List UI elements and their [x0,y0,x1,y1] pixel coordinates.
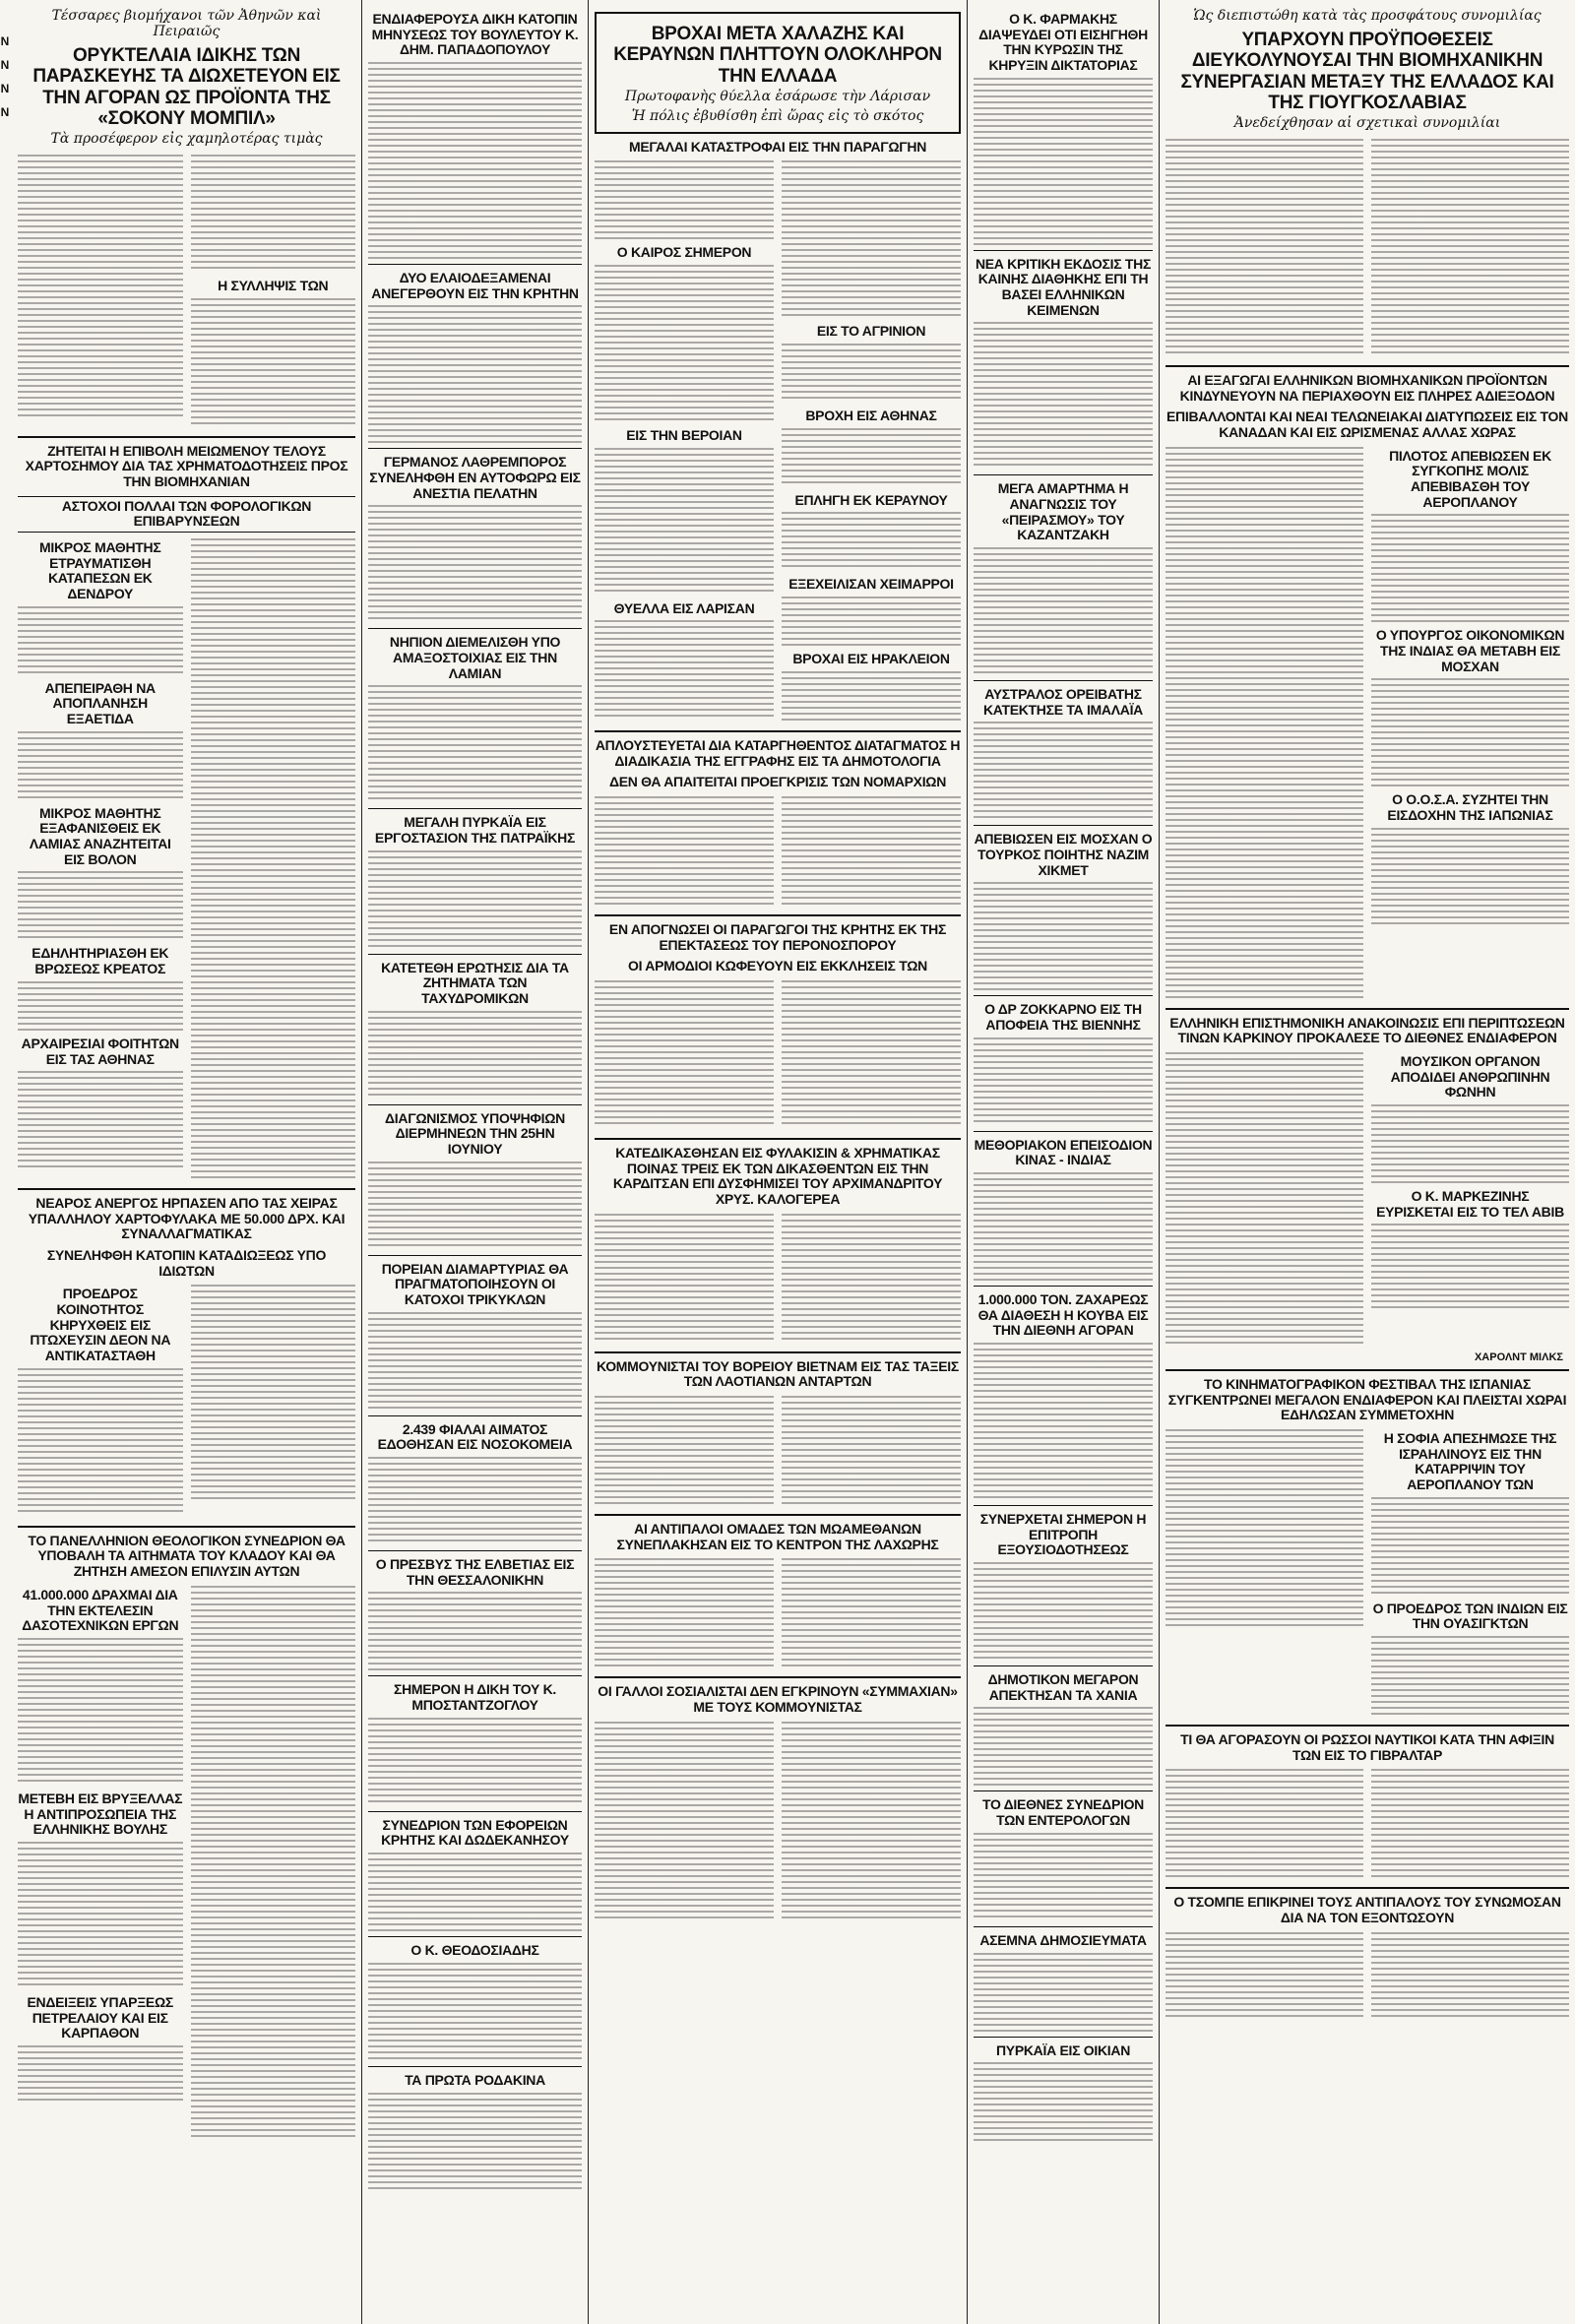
headline: ΑΙ ΕΞΑΓΩΓΑΙ ΕΛΛΗΝΙΚΩΝ ΒΙΟΜΗΧΑΝΙΚΩΝ ΠΡΟΪΟΝΤΩΝ ΚΙΝΔΥΝΕΥΟΥΝ ΝΑ ΠΕΡΙΑΧΘΟΥΝ ΕΙΣ ΠΛΗΡΕΣ ΑΔΙΕΞΟΔΟΝ [1179,372,1555,404]
section-heading: ΕΞΕΧΕΙΛΙΣΑΝ ΧΕΙΜΑΡΡΟΙ [788,576,954,593]
headline: ΝΗΠΙΟΝ ΔΙΕΜΕΛΙΣΘΗ ΥΠΟ ΑΜΑΞΟΣΤΟΙΧΙΑΣ ΕΙΣ ΤΗΝ ΛΑΜΙΑΝ [389,634,561,681]
article-text [974,722,1153,820]
kicker: Τέσσαρες βιομήχανοι τῶν Ἀθηνῶν καὶ Πειραιῶς [51,8,322,39]
subheadline: ΑΣΤΟΧΟΙ ΠΟΛΛΑΙ ΤΩΝ ΦΟΡΟΛΟΓΙΚΩΝ ΕΠΙΒΑΡΥΝΣΕΩΝ [18,496,355,533]
article-text [974,1833,1153,1921]
headline: ΑΠΕΒΙΩΣΕΝ ΕΙΣ ΜΟΣΧΑΝ Ο ΤΟΥΡΚΟΣ ΠΟΙΗΤΗΣ ΝΑΖΙΜ ΧΙΚΜΕΤ [974,831,1153,878]
headline: ΕΝΔΙΑΦΕΡΟΥΣΑ ΔΙΚΗ ΚΑΤΟΠΙΝ ΜΗΝΥΣΕΩΣ ΤΟΥ ΒΟΥΛΕΥΤΟΥ Κ. ΔΗΜ. ΠΑΠΑΔΟΠΟΥΛΟΥ [371,11,579,58]
subheadline: ΔΕΝ ΘΑ ΑΠΑΙΤΕΙΤΑΙ ΠΡΟΕΓΚΡΙΣΙΣ ΤΩΝ ΝΟΜΑΡΧΙΩΝ [608,774,947,790]
article-text [368,1718,582,1806]
article-text [18,606,183,675]
section-heading: ΕΙΣ ΤΟ ΑΓΡΙΝΙΟΝ [816,323,926,340]
subheadline: ΣΥΝΕΛΗΦΘΗ ΚΑΤΟΠΙΝ ΚΑΤΑΔΙΩΞΕΩΣ ΥΠΟ ΙΔΙΩΤΩΝ [46,1247,327,1279]
headline: ΜΟΥΣΙΚΟΝ ΟΡΓΑΝΟΝ ΑΠΟΔΙΔΕΙ ΑΝΘΡΩΠΙΝΗΝ ΦΩΝΗΝ [1390,1053,1550,1100]
article-text [18,1638,183,1786]
article-text [782,1558,961,1666]
headline: ΤΙ ΘΑ ΑΓΟΡΑΣΟΥΝ ΟΙ ΡΩΣΣΟΙ ΝΑΥΤΙΚΟΙ ΚΑΤΑ ΤΗΝ ΑΦΙΞΙΝ ΤΩΝ ΕΙΣ ΤΟ ΓΙΒΡΑΛΤΑΡ [1180,1731,1554,1763]
subheadline: Ἀνεδείχθησαν αἱ σχετικαὶ συνομιλίαι [1233,115,1501,132]
article-text [18,871,183,940]
article-text [782,512,961,571]
article-text [974,1953,1153,2032]
article-text [782,1214,961,1342]
byline: ΧΑΡΟΛΝΤ ΜΙΛΚΣ [1474,1351,1563,1364]
lead-headline: ΥΠΑΡΧΟΥΝ ΠΡΟΫΠΟΘΕΣΕΙΣ ΔΙΕΥΚΟΛΥΝΟΥΣΑΙ ΤΗΝ ΒΙΟΜΗΧΑΝΙΚΗΝ ΣΥΝΕΡΓΑΣΙΑΝ ΜΕΤΑΞΥ ΤΗΣ ΕΛΛΑΔΟΣ ΚΑΙ ΤΗΣ ΓΙΟΥΓΚΟΣΛΑΒΙΑΣ [1180,30,1554,113]
article-text [595,1558,774,1666]
article-text [1166,447,1363,998]
article-text [1371,1224,1569,1312]
article-text [191,1586,356,2137]
article-text [1371,1636,1569,1715]
headline: ΜΕΓΑΛΑΙ ΚΑΤΑΣΤΡΟΦΑΙ ΕΙΣ ΤΗΝ ΠΑΡΑΓΩΓΗΝ [628,138,927,155]
headline: Ο Κ. ΦΑΡΜΑΚΗΣ ΔΙΑΨΕΥΔΕΙ ΟΤΙ ΕΙΣΗΓΗΘΗ ΤΗΝ ΚΥΡΩΣΙΝ ΤΗΣ ΚΗΡΥΞΙΝ ΔΙΚΤΑΤΟΡΙΑΣ [978,11,1148,74]
article-text [368,1457,582,1545]
article-text [368,505,582,623]
headline: ΚΑΤΕΤΕΘΗ ΕΡΩΤΗΣΙΣ ΔΙΑ ΤΑ ΖΗΤΗΜΑΤΑ ΤΩΝ ΤΑΧΥΔΡΟΜΙΚΩΝ [381,959,569,1007]
headline: ΖΗΤΕΙΤΑΙ Η ΕΠΙΒΟΛΗ ΜΕΙΩΜΕΝΟΥ ΤΕΛΟΥΣ ΧΑΡΤΟΣΗΜΟΥ ΔΙΑ ΤΑΣ ΧΡΗΜΑΤΟΔΟΤΗΣΕΙΣ ΠΡΟΣ ΤΗΝ ΒΙΟΜΗΧΑΝΙΑΝ [25,442,348,490]
headline: ΝΕΑ ΚΡΙΤΙΚΗ ΕΚΔΟΣΙΣ ΤΗΣ ΚΑΙΝΗΣ ΔΙΑΘΗΚΗΣ ΕΠΙ ΤΗ ΒΑΣΕΙ ΕΛΛΗΝΙΚΩΝ ΚΕΙΜΕΝΩΝ [975,255,1152,318]
headline: ΚΑΤΕΔΙΚΑΣΘΗΣΑΝ ΕΙΣ ΦΥΛΑΚΙΣΙΝ & ΧΡΗΜΑΤΙΚΑΣ ΠΟΙΝΑΣ ΤΡΕΙΣ ΕΚ ΤΩΝ ΔΙΚΑΣΘΕΝΤΩΝ ΕΙΣ ΤΗΝ ΚΑΡΔΙΤΣΑΝ ΕΠΙ ΔΥΣΦΗΜΙΣΕΙ ΤΟΥ ΑΡΧΙΜΑΝΔΡΙΤΟΥ ΧΡΥΣ. ΚΑΛΟΓΕΡΕΑ [612,1144,943,1207]
article-text [1166,139,1363,355]
article-text [782,1722,961,1918]
headline: 2.439 ΦΙΑΛΑΙ ΑΙΜΑΤΟΣ ΕΔΟΘΗΣΑΝ ΕΙΣ ΝΟΣΟΚΟΜΕΙΑ [377,1420,573,1453]
article-text [782,597,961,646]
article-text [974,1172,1153,1281]
section-heading: Η ΣΥΛΛΗΨΙΣ ΤΩΝ [218,278,329,294]
headline: ΕΔΗΛΗΤΗΡΙΑΣΘΗ ΕΚ ΒΡΩΣΕΩΣ ΚΡΕΑΤΟΣ [32,945,169,977]
article-text [595,160,774,239]
headline: ΣΥΝΕΔΡΙΟΝ ΤΩΝ ΕΦΟΡΕΙΩΝ ΚΡΗΤΗΣ ΚΑΙ ΔΩΔΕΚΑΝΗΣΟΥ [381,1816,569,1849]
article-text [595,620,774,719]
article-text [782,980,961,1128]
article-text [18,2045,183,2104]
article-text [1371,678,1569,786]
headline: ΟΙ ΓΑΛΛΟΙ ΣΟΣΙΑΛΙΣΤΑΙ ΔΕΝ ΕΓΚΡΙΝΟΥΝ «ΣΥΜΜΑΧΙΑΝ» ΜΕ ΤΟΥΣ ΚΟΜΜΟΥΝΙΣΤΑΣ [598,1683,958,1715]
headline: ΜΕΓΑΛΗ ΠΥΡΚΑΪΑ ΕΙΣ ΕΡΓΟΣΤΑΣΙΟΝ ΤΗΣ ΠΑΤΡΑΪΚΗΣ [374,814,576,847]
headline: Ο ΠΡΟΕΔΡΟΣ ΤΩΝ ΙΝΔΙΩΝ ΕΙΣ ΤΗΝ ΟΥΑΣΙΓΚΤΩΝ [1372,1600,1568,1632]
headline: 41.000.000 ΔΡΑΧΜΑΙ ΔΙΑ ΤΗΝ ΕΚΤΕΛΕΣΙΝ ΔΑΣΟΤΕΧΝΙΚΩΝ ΕΡΓΩΝ [22,1586,179,1634]
article-text [974,2062,1153,2141]
section-heading: ΕΙΣ ΤΗΝ ΒΕΡΟΙΑΝ [626,427,742,444]
article-text [368,1592,582,1670]
headline: ΣΗΜΕΡΟΝ Η ΔΙΚΗ ΤΟΥ Κ. ΜΠΟΣΤΑΝΤΖΟΓΛΟΥ [393,1681,556,1714]
headline: ΤΟ ΠΑΝΕΛΛΗΝΙΟΝ ΘΕΟΛΟΓΙΚΟΝ ΣΥΝΕΔΡΙΟΝ ΘΑ ΥΠΟΒΑΛΗ ΤΑ ΑΙΤΗΜΑΤΑ ΤΟΥ ΚΛΑΔΟΥ ΚΑΙ ΘΑ ΖΗΤΗΣΗ ΑΜΕΣΟΝ ΕΠΙΛΥΣΙΝ ΑΥΤΩΝ [28,1532,346,1580]
headline: ΜΕΓΑ ΑΜΑΡΤΗΜΑ Η ΑΝΑΓΝΩΣΙΣ ΤΟΥ «ΠΕΙΡΑΣΜΟΥ» ΤΟΥ ΚΑΖΑΝΤΖΑΚΗ [997,480,1129,543]
headline: ΑΡΧΑΙΡΕΣΙΑΙ ΦΟΙΤΗΤΩΝ ΕΙΣ ΤΑΣ ΑΘΗΝΑΣ [21,1035,179,1067]
kicker: Ὡς διεπιστώθη κατὰ τὰς προσφάτους συνομιλίας [1193,8,1542,24]
headline: ΠΟΡΕΙΑΝ ΔΙΑΜΑΡΤΥΡΙΑΣ ΘΑ ΠΡΑΓΜΑΤΟΠΟΙΗΣΟΥΝ ΟΙ ΚΑΤΟΧΟΙ ΤΡΙΚΥΚΛΩΝ [381,1260,569,1308]
article-text [1166,1932,1363,2021]
article-text [974,1707,1153,1786]
article-text [1371,1104,1569,1183]
article-text [1371,1497,1569,1596]
left-edge-letters: N N N N [0,34,10,119]
headline: ΠΡΟΕΔΡΟΣ ΚΟΙΝΟΤΗΤΟΣ ΚΗΡΥΧΘΕΙΣ ΕΙΣ ΠΤΩΧΕΥΣΙΝ ΔΕΟΝ ΝΑ ΑΝΤΙΚΑΤΑΣΤΑΘΗ [30,1286,171,1364]
article-text [191,298,356,426]
headline: ΔΙΑΓΩΝΙΣΜΟΣ ΥΠΟΨΗΦΙΩΝ ΔΙΕΡΜΗΝΕΩΝ ΤΗΝ 25ΗΝ ΙΟΥΝΙΟΥ [385,1109,565,1158]
article-text [782,428,961,487]
article-text [1371,1932,1569,2021]
article-text [368,305,582,443]
article-text [782,1396,961,1504]
headline: ΜΕΘΟΡΙΑΚΟΝ ΕΠΕΙΣΟΔΙΟΝ ΚΙΝΑΣ - ΙΝΔΙΑΣ [974,1136,1153,1168]
article-text [191,538,356,1178]
article-text [18,155,183,420]
headline: ΕΛΛΗΝΙΚΗ ΕΠΙΣΤΗΜΟΝΙΚΗ ΑΝΑΚΟΙΝΩΣΙΣ ΕΠΙ ΠΕΡΙΠΤΩΣΕΩΝ ΤΙΝΩΝ ΚΑΡΚΙΝΟΥ ΠΡΟΚΑΛΕΣΕ ΤΟ ΔΙΕΘΝΕΣ ΕΝΔΙΑΦΕΡΟΝ [1169,1014,1565,1046]
article-text [368,62,582,259]
headline: ΑΣΕΜΝΑ ΔΗΜΟΣΙΕΥΜΑΤΑ [979,1931,1147,1948]
article-text [1166,1052,1363,1348]
subheadline: Ἡ πόλις ἐβυθίσθη ἐπὶ ὥρας εἰς τὸ σκότος [631,107,924,124]
article-text [368,1853,582,1931]
article-text [368,1963,582,2061]
headline: ΜΕΤΕΒΗ ΕΙΣ ΒΡΥΞΕΛΛΑΣ Η ΑΝΤΙΠΡΟΣΩΠΕΙΑ ΤΗΣ ΕΛΛΗΝΙΚΗΣ ΒΟΥΛΗΣ [18,1790,183,1838]
headline: ΕΝ ΑΠΟΓΝΩΣΕΙ ΟΙ ΠΑΡΑΓΩΓΟΙ ΤΗΣ ΚΡΗΤΗΣ ΕΚ ΤΗΣ ΕΠΕΚΤΑΣΕΩΣ ΤΟΥ ΠΕΡΟΝΟΣΠΟΡΟΥ [608,920,947,953]
article-text [368,2093,582,2191]
article-text [974,882,1153,990]
section-heading: ΒΡΟΧΗ ΕΙΣ ΑΘΗΝΑΣ [805,408,937,424]
article-text [368,1162,582,1250]
article-text [18,1368,183,1516]
column-2 [361,0,588,2324]
headline: Ο ΠΡΕΣΒΥΣ ΤΗΣ ΕΛΒΕΤΙΑΣ ΕΙΣ ΤΗΝ ΘΕΣΣΑΛΟΝΙΚΗΝ [375,1556,575,1588]
article-text [782,160,961,318]
headline: ΝΕΑΡΟΣ ΑΝΕΡΓΟΣ ΗΡΠΑΣΕΝ ΑΠΟ ΤΑΣ ΧΕΙΡΑΣ ΥΠΑΛΛΗΛΟΥ ΧΑΡΤΟΦΥΛΑΚΑ ΜΕ 50.000 ΔΡΧ. ΚΑΙ ΣΥΝΑΛΛΑΓΜΑΤΙΚΑΣ [28,1195,346,1242]
headline: Ο ΥΠΟΥΡΓΟΣ ΟΙΚΟΝΟΜΙΚΩΝ ΤΗΣ ΙΝΔΙΑΣ ΘΑ ΜΕΤΑΒΗ ΕΙΣ ΜΟΣΧΑΝ [1375,627,1565,674]
column-5 [1159,0,1575,2324]
article-text [368,1011,582,1099]
headline: ΑΥΣΤΡΑΛΟΣ ΟΡΕΙΒΑΤΗΣ ΚΑΤΕΚΤΗΣΕ ΤΑ ΙΜΑΛΑΪΑ [983,686,1143,718]
headline: ΤΟ ΔΙΕΘΝΕΣ ΣΥΝΕΔΡΙΟΝ ΤΩΝ ΕΝΤΕΡΟΛΟΓΩΝ [982,1796,1144,1829]
headline: ΔΥΟ ΕΛΑΙΟΔΕΞΑΜΕΝΑΙ ΑΝΕΓΕΡΘΟΥΝ ΕΙΣ ΤΗΝ ΚΡΗΤΗΝ [371,270,579,301]
article-text [974,1562,1153,1661]
article-text [191,155,356,273]
headline: ΔΗΜΟΤΙΚΟΝ ΜΕΓΑΡΟΝ ΑΠΕΚΤΗΣΑΝ ΤΑ ΧΑΝΙΑ [987,1671,1139,1703]
lead-headline: ΟΡΥΚΤΕΛΑΙΑ ΙΔΙΚΗΣ ΤΩΝ ΠΑΡΑΣΚΕΥΗΣ ΤΑ ΔΙΩΧΕΤΕΥΟΝ ΕΙΣ ΤΗΝ ΑΓΟΡΑΝ ΩΣ ΠΡΟΪΟΝΤΑ ΤΗΣ «ΣΟΚΟΝΥ ΜΟΜΠΙΛ» [32,45,341,129]
article-text [595,265,774,422]
article-text [1166,1769,1363,1877]
section-heading: Ο ΚΑΙΡΟΣ ΣΗΜΕΡΟΝ [616,244,752,261]
lead-subheadline: Τὰ προσέφερον εἰς χαμηλοτέρας τιμὰς [50,131,323,148]
headline: ΤΟ ΚΙΝΗΜΑΤΟΓΡΑΦΙΚΟΝ ΦΕΣΤΙΒΑΛ ΤΗΣ ΙΣΠΑΝΙΑΣ ΣΥΓΚΕΝΤΡΩΝΕΙ ΜΕΓΑΛΟΝ ΕΝΔΙΑΦΕΡΟΝ ΚΑΙ ΠΛΕΙΣΤΑΙ ΧΩΡΑΙ ΕΔΗΛΩΣΑΝ ΣΥΜΜΕΤΟΧΗΝ [1167,1376,1567,1423]
article-text [1371,1769,1569,1877]
article-text [595,448,774,596]
headline: ΑΙ ΑΝΤΙΠΑΛΟΙ ΟΜΑΔΕΣ ΤΩΝ ΜΩΑΜΕΘΑΝΩΝ ΣΥΝΕΠΛΑΚΗΣΑΝ ΕΙΣ ΤΟ ΚΕΝΤΡΟΝ ΤΗΣ ΛΑΧΩΡΗΣ [616,1520,939,1552]
column-3 [588,0,967,2324]
article-text [595,796,774,905]
article-text [974,322,1153,470]
headline: Η ΣΟΦΙΑ ΑΠΕΣΗΜΩΣΕ ΤΗΣ ΙΣΡΑΗΛΙΝΟΥΣ ΕΙΣ ΤΗΝ ΚΑΤΑΡΡΙΨΙΝ ΤΟΥ ΑΕΡΟΠΛΑΝΟΥ ΤΩΝ [1383,1430,1557,1493]
article-text [974,1343,1153,1500]
lead-headline: ΒΡΟΧΑΙ ΜΕΤΑ ΧΑΛΑΖΗΣ ΚΑΙ ΚΕΡΑΥΝΩΝ ΠΛΗΤΤΟΥΝ ΟΛΟΚΛΗΡΟΝ ΤΗΝ ΕΛΛΑΔΑ [613,24,942,87]
headline: ΕΝΔΕΙΞΕΙΣ ΥΠΑΡΞΕΩΣ ΠΕΤΡΕΛΑΙΟΥ ΚΑΙ ΕΙΣ ΚΑΡΠΑΘΟΝ [27,1993,173,2041]
headline: ΚΟΜΜΟΥΝΙΣΤΑΙ ΤΟΥ ΒΟΡΕΙΟΥ ΒΙΕΤΝΑΜ ΕΙΣ ΤΑΣ ΤΑΞΕΙΣ ΤΩΝ ΛΑΟΤΙΑΝΩΝ ΑΝΤΑΡΤΩΝ [597,1357,959,1390]
section-heading: ΘΥΕΛΛΑ ΕΙΣ ΛΑΡΙΣΑΝ [613,599,755,616]
article-text [1166,1429,1363,1626]
article-text [974,1037,1153,1126]
subheadline: Πρωτοφανὴς θύελλα ἐσάρωσε τὴν Λάρισαν [624,88,931,104]
headline: ΠΙΛΟΤΟΣ ΑΠΕΒΙΩΣΕΝ ΕΚ ΣΥΓΚΟΠΗΣ ΜΟΛΙΣ ΑΠΕΒΙΒΑΣΘΗ ΤΟΥ ΑΕΡΟΠΛΑΝΟΥ [1389,447,1551,510]
article-text [18,731,183,800]
article-text [1371,139,1569,355]
headline: ΑΠΛΟΥΣΤΕΥΕΤΑΙ ΔΙΑ ΚΑΤΑΡΓΗΘΕΝΤΟΣ ΔΙΑΤΑΓΜΑΤΟΣ Η ΔΙΑΔΙΚΑΣΙΑ ΤΗΣ ΕΓΓΡΑΦΗΣ ΕΙΣ ΤΑ ΔΗΜΟΤΟΛΟΓΙΑ [595,736,961,769]
section-heading: ΕΠΛΗΓΗ ΕΚ ΚΕΡΑΥΝΟΥ [794,491,948,508]
article-text [782,344,961,403]
headline: ΠΥΡΚΑΪΑ ΕΙΣ ΟΙΚΙΑΝ [995,2041,1130,2058]
headline: ΑΠΕΠΕΙΡΑΘΗ ΝΑ ΑΠΟΠΛΑΝΗΣΗ ΕΞΑΕΤΙΔΑ [44,679,156,727]
headline: ΓΕΡΜΑΝΟΣ ΛΑΘΡΕΜΠΟΡΟΣ ΣΥΝΕΛΗΦΘΗ ΕΝ ΑΥΤΟΦΩΡΩ ΕΙΣ ΑΝΕΣΤΙΑ ΠΕΛΑΤΗΝ [369,454,581,501]
article-text [1371,828,1569,926]
column-4 [967,0,1159,2324]
headline: ΜΙΚΡΟΣ ΜΑΘΗΤΗΣ ΕΞΑΦΑΝΙΣΘΕΙΣ ΕΚ ΛΑΜΙΑΣ ΑΝΑΖΗΤΕΙΤΑΙ ΕΙΣ ΒΟΛΟΝ [29,804,171,867]
article-text [191,1285,356,1501]
article-text [974,547,1153,675]
headline: 1.000.000 ΤΟΝ. ΖΑΧΑΡΕΩΣ ΘΑ ΔΙΑΘΕΣΗ Η ΚΟΥΒΑ ΕΙΣ ΤΗΝ ΔΙΕΘΝΗ ΑΓΟΡΑΝ [977,1291,1149,1339]
article-text [782,671,961,721]
headline: Ο Κ. ΘΕΟΔΟΣΙΑΔΗΣ [410,1942,539,1959]
article-text [974,78,1153,245]
subheadline: ΕΠΙΒΑΛΛΟΝΤΑΙ ΚΑΙ ΝΕΑΙ ΤΕΛΩΝΕΙΑΚΑΙ ΔΙΑΤΥΠΩΣΕΙΣ ΕΙΣ ΤΟΝ ΚΑΝΑΔΑΝ ΚΑΙ ΕΙΣ ΩΡΙΣΜΕΝΑΣ ΑΛΛΑΣ ΧΩΡΑΣ [1166,408,1568,441]
headline: Ο ΤΣΟΜΠΕ ΕΠΙΚΡΙΝΕΙ ΤΟΥΣ ΑΝΤΙΠΑΛΟΥΣ ΤΟΥ ΣΥΝΩΜΟΣΑΝ ΔΙΑ ΝΑ ΤΟΝ ΕΞΟΝΤΩΣΟΥΝ [1173,1894,1561,1926]
article-text [18,981,183,1031]
article-text [595,980,774,1128]
column-1 [12,0,361,2324]
article-text [368,685,582,803]
article-text [18,1071,183,1169]
headline: Ο Κ. ΜΑΡΚΕΖΙΝΗΣ ΕΥΡΙΣΚΕΤΑΙ ΕΙΣ ΤΟ ΤΕΛ ΑΒΙΒ [1376,1188,1564,1220]
headline: ΜΙΚΡΟΣ ΜΑΘΗΤΗΣ ΕΤΡΑΥΜΑΤΙΣΘΗ ΚΑΤΑΠΕΣΩΝ ΕΚ ΔΕΝΔΡΟΥ [39,539,161,602]
article-text [595,1214,774,1342]
subheadline: ΟΙ ΑΡΜΟΔΙΟΙ ΚΩΦΕΥΟΥΝ ΕΙΣ ΕΚΚΛΗΣΕΙΣ ΤΩΝ [628,958,927,974]
headline: Ο ΔΡ ΖΟΚΚΑΡΝΟ ΕΙΣ ΤΗ ΑΠΟΦΕΙΑ ΤΗΣ ΒΙΕΝΝΗΣ [984,1001,1142,1034]
article-text [18,1842,183,1989]
headline: Ο Ο.Ο.Σ.Α. ΣΥΖΗΤΕΙ ΤΗΝ ΕΙΣΔΟΧΗΝ ΤΗΣ ΙΑΠΩΝΙΑΣ [1387,791,1553,824]
headline: ΣΥΝΕΡΧΕΤΑΙ ΣΗΜΕΡΟΝ Η ΕΠΙΤΡΟΠΗ ΕΞΟΥΣΙΟΔΟΤΗΣΕΩΣ [979,1511,1147,1558]
article-text [595,1722,774,1918]
article-text [595,1396,774,1504]
article-text [1371,514,1569,622]
article-text [368,850,582,949]
headline: ΤΑ ΠΡΩΤΑ ΡΟΔΑΚΙΝΑ [405,2071,545,2088]
section-heading: ΒΡΟΧΑΙ ΕΙΣ ΗΡΑΚΛΕΙΟΝ [792,651,950,667]
article-text [368,1312,582,1411]
article-text [782,796,961,905]
